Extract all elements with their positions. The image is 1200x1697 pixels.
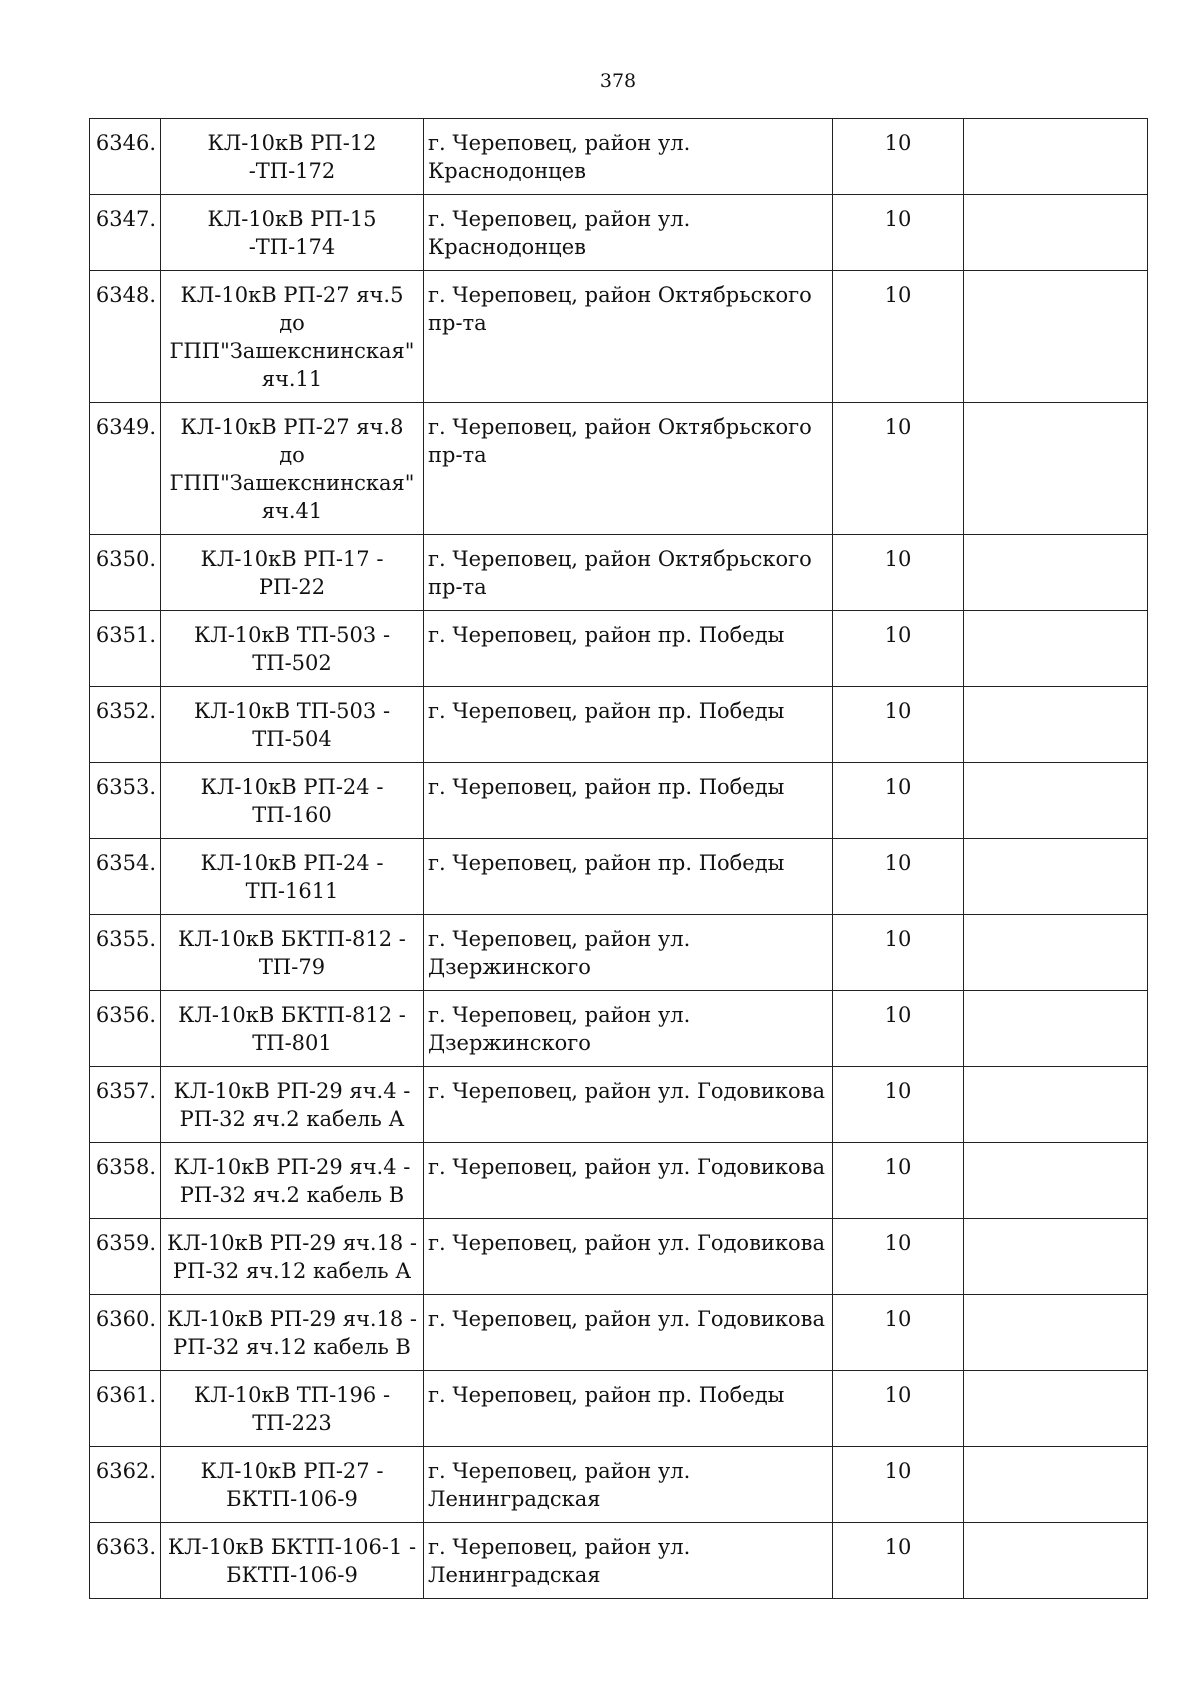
location-cell: г. Череповец, район ул. Годовикова (424, 1295, 833, 1371)
cable-line-name-cell: КЛ-10кВ РП-24 - ТП-160 (161, 763, 424, 839)
row-number-cell: 6350. (90, 535, 161, 611)
row-number-cell: 6349. (90, 403, 161, 535)
row-number-cell: 6360. (90, 1295, 161, 1371)
row-number-cell: 6351. (90, 611, 161, 687)
table-row (90, 271, 1148, 403)
location-cell: г. Череповец, район ул. Годовикова (424, 1143, 833, 1219)
empty-cell (964, 271, 1148, 403)
table-row (90, 403, 1148, 535)
location-cell: г. Череповец, район ул. Краснодонцев (424, 195, 833, 271)
cable-line-registry-table (89, 118, 1148, 1599)
table-row (90, 1447, 1148, 1523)
row-number-cell: 6348. (90, 271, 161, 403)
table-row (90, 1523, 1148, 1599)
cable-line-name-cell: КЛ-10кВ ТП-196 - ТП-223 (161, 1371, 424, 1447)
cable-line-name-cell: КЛ-10кВ РП-24 - ТП-1611 (161, 839, 424, 915)
location-cell: г. Череповец, район Октябрьского пр-та (424, 271, 833, 403)
row-number-cell: 6357. (90, 1067, 161, 1143)
voltage-cell: 10 (833, 195, 964, 271)
empty-cell (964, 1219, 1148, 1295)
row-number-cell: 6358. (90, 1143, 161, 1219)
voltage-cell: 10 (833, 763, 964, 839)
table-row (90, 535, 1148, 611)
empty-cell (964, 403, 1148, 535)
table-row (90, 195, 1148, 271)
location-cell: г. Череповец, район ул. Ленинградская (424, 1447, 833, 1523)
voltage-cell: 10 (833, 535, 964, 611)
row-number-cell: 6363. (90, 1523, 161, 1599)
table-row (90, 611, 1148, 687)
empty-cell (964, 1447, 1148, 1523)
table-row (90, 1295, 1148, 1371)
cable-line-name-cell: КЛ-10кВ РП-29 яч.18 - РП-32 яч.12 кабель А (161, 1219, 424, 1295)
location-cell: г. Череповец, район пр. Победы (424, 611, 833, 687)
location-cell: г. Череповец, район ул. Ленинградская (424, 1523, 833, 1599)
row-number-cell: 6355. (90, 915, 161, 991)
cable-line-name-cell: КЛ-10кВ ТП-503 - ТП-502 (161, 611, 424, 687)
cable-line-name-cell: КЛ-10кВ ТП-503 - ТП-504 (161, 687, 424, 763)
empty-cell (964, 1523, 1148, 1599)
location-cell: г. Череповец, район пр. Победы (424, 1371, 833, 1447)
cable-line-name-cell: КЛ-10кВ РП-15 -ТП-174 (161, 195, 424, 271)
voltage-cell: 10 (833, 687, 964, 763)
table-row (90, 763, 1148, 839)
location-cell: г. Череповец, район пр. Победы (424, 687, 833, 763)
row-number-cell: 6362. (90, 1447, 161, 1523)
empty-cell (964, 611, 1148, 687)
cable-line-name-cell: КЛ-10кВ РП-29 яч.4 - РП-32 яч.2 кабель В (161, 1143, 424, 1219)
location-cell: г. Череповец, район ул. Дзержинского (424, 915, 833, 991)
voltage-cell: 10 (833, 915, 964, 991)
location-cell: г. Череповец, район ул. Дзержинского (424, 991, 833, 1067)
table-row (90, 1371, 1148, 1447)
row-number-cell: 6356. (90, 991, 161, 1067)
row-number-cell: 6354. (90, 839, 161, 915)
table-row (90, 687, 1148, 763)
voltage-cell: 10 (833, 1523, 964, 1599)
empty-cell (964, 763, 1148, 839)
table-row (90, 991, 1148, 1067)
voltage-cell: 10 (833, 611, 964, 687)
location-cell: г. Череповец, район ул. Годовикова (424, 1067, 833, 1143)
empty-cell (964, 915, 1148, 991)
empty-cell (964, 535, 1148, 611)
row-number-cell: 6352. (90, 687, 161, 763)
cable-line-name-cell: КЛ-10кВ РП-17 - РП-22 (161, 535, 424, 611)
location-cell: г. Череповец, район пр. Победы (424, 839, 833, 915)
cable-line-name-cell: КЛ-10кВ БКТП-812 - ТП-801 (161, 991, 424, 1067)
row-number-cell: 6347. (90, 195, 161, 271)
table-row (90, 1219, 1148, 1295)
empty-cell (964, 687, 1148, 763)
voltage-cell: 10 (833, 1295, 964, 1371)
empty-cell (964, 119, 1148, 195)
page-number: 378 (599, 70, 637, 92)
row-number-cell: 6359. (90, 1219, 161, 1295)
empty-cell (964, 991, 1148, 1067)
location-cell: г. Череповец, район ул. Годовикова (424, 1219, 833, 1295)
location-cell: г. Череповец, район пр. Победы (424, 763, 833, 839)
voltage-cell: 10 (833, 271, 964, 403)
row-number-cell: 6353. (90, 763, 161, 839)
voltage-cell: 10 (833, 403, 964, 535)
voltage-cell: 10 (833, 1067, 964, 1143)
voltage-cell: 10 (833, 1371, 964, 1447)
table-row (90, 839, 1148, 915)
voltage-cell: 10 (833, 839, 964, 915)
voltage-cell: 10 (833, 1219, 964, 1295)
cable-line-name-cell: КЛ-10кВ РП-27 яч.5 до ГПП"Зашекснинская" яч.11 (161, 271, 424, 403)
location-cell: г. Череповец, район Октябрьского пр-та (424, 535, 833, 611)
empty-cell (964, 1143, 1148, 1219)
row-number-cell: 6361. (90, 1371, 161, 1447)
cable-line-name-cell: КЛ-10кВ РП-12 -ТП-172 (161, 119, 424, 195)
cable-line-name-cell: КЛ-10кВ РП-27 - БКТП-106-9 (161, 1447, 424, 1523)
empty-cell (964, 1067, 1148, 1143)
voltage-cell: 10 (833, 1143, 964, 1219)
voltage-cell: 10 (833, 1447, 964, 1523)
table-row (90, 1143, 1148, 1219)
voltage-cell: 10 (833, 119, 964, 195)
table-row (90, 1067, 1148, 1143)
location-cell: г. Череповец, район ул. Краснодонцев (424, 119, 833, 195)
empty-cell (964, 1371, 1148, 1447)
cable-line-name-cell: КЛ-10кВ РП-27 яч.8 до ГПП"Зашекснинская" яч.41 (161, 403, 424, 535)
cable-line-name-cell: КЛ-10кВ РП-29 яч.18 - РП-32 яч.12 кабель В (161, 1295, 424, 1371)
cable-line-name-cell: КЛ-10кВ РП-29 яч.4 - РП-32 яч.2 кабель А (161, 1067, 424, 1143)
cable-line-name-cell: КЛ-10кВ БКТП-812 - ТП-79 (161, 915, 424, 991)
cable-line-name-cell: КЛ-10кВ БКТП-106-1 - БКТП-106-9 (161, 1523, 424, 1599)
empty-cell (964, 1295, 1148, 1371)
voltage-cell: 10 (833, 991, 964, 1067)
empty-cell (964, 839, 1148, 915)
registry-table-body (90, 119, 1148, 1599)
empty-cell (964, 195, 1148, 271)
location-cell: г. Череповец, район Октябрьского пр-та (424, 403, 833, 535)
table-row (90, 119, 1148, 195)
table-row (90, 915, 1148, 991)
row-number-cell: 6346. (90, 119, 161, 195)
